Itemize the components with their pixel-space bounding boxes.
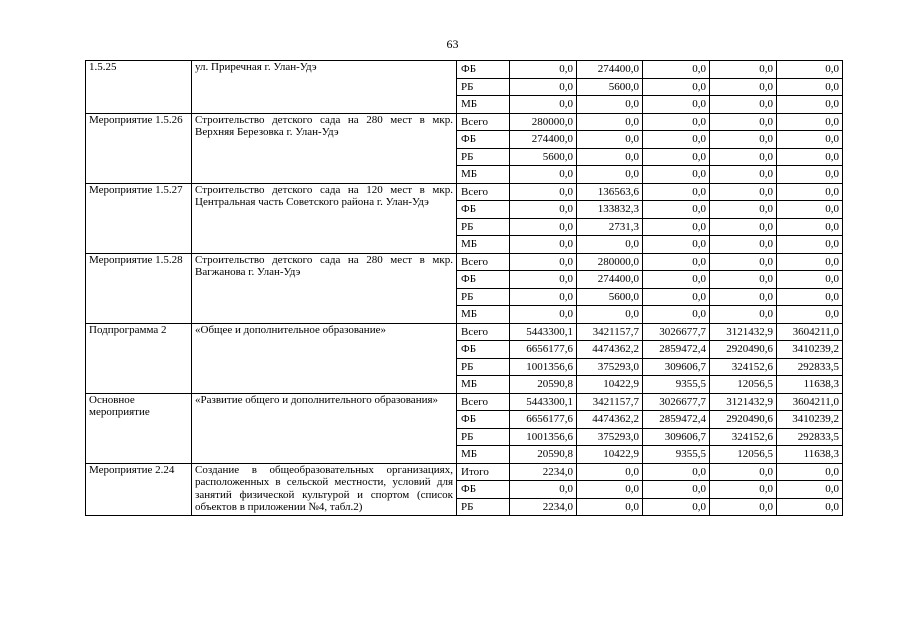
amount-cell: 0,0 (643, 218, 710, 236)
amount-cell: 3410239,2 (777, 411, 843, 429)
amount-cell: 0,0 (643, 78, 710, 96)
table-row (86, 253, 843, 271)
amount-cell: 0,0 (643, 166, 710, 184)
amount-cell: 0,0 (643, 236, 710, 254)
measure-description: ул. Приречная г. Улан-Удэ (192, 61, 457, 114)
amount-cell: 280000,0 (510, 113, 577, 131)
amount-cell: 4474362,2 (577, 341, 643, 359)
funding-source: Всего (457, 393, 510, 411)
amount-cell: 0,0 (710, 306, 777, 324)
amount-cell: 6656177,6 (510, 411, 577, 429)
amount-cell: 324152,6 (710, 358, 777, 376)
funding-source: РБ (457, 148, 510, 166)
amount-cell: 11638,3 (777, 446, 843, 464)
amount-cell: 0,0 (777, 481, 843, 499)
amount-cell: 0,0 (777, 271, 843, 289)
amount-cell: 5600,0 (577, 78, 643, 96)
funding-source: Всего (457, 113, 510, 131)
amount-cell: 0,0 (577, 148, 643, 166)
amount-cell: 3121432,9 (710, 393, 777, 411)
table-row (86, 183, 843, 201)
amount-cell: 0,0 (710, 96, 777, 114)
amount-cell: 0,0 (577, 166, 643, 184)
amount-cell: 0,0 (643, 96, 710, 114)
amount-cell: 2859472,4 (643, 341, 710, 359)
amount-cell: 0,0 (510, 271, 577, 289)
funding-source: ФБ (457, 341, 510, 359)
amount-cell: 10422,9 (577, 446, 643, 464)
amount-cell: 0,0 (710, 481, 777, 499)
amount-cell: 309606,7 (643, 428, 710, 446)
measure-description: Строительство детского сада на 280 мест в мкр. Вагжанова г. Улан-Удэ (192, 253, 457, 323)
amount-cell: 0,0 (777, 96, 843, 114)
amount-cell: 0,0 (510, 61, 577, 79)
amount-cell: 0,0 (777, 236, 843, 254)
amount-cell: 0,0 (643, 131, 710, 149)
table-row (86, 61, 843, 79)
amount-cell: 3604211,0 (777, 393, 843, 411)
amount-cell: 0,0 (643, 201, 710, 219)
funding-source: Всего (457, 253, 510, 271)
amount-cell: 0,0 (510, 183, 577, 201)
amount-cell: 6656177,6 (510, 341, 577, 359)
amount-cell: 4474362,2 (577, 411, 643, 429)
amount-cell: 0,0 (643, 61, 710, 79)
measure-code: 1.5.25 (86, 61, 192, 114)
amount-cell: 0,0 (643, 253, 710, 271)
table-row (86, 463, 843, 481)
amount-cell: 0,0 (777, 201, 843, 219)
amount-cell: 0,0 (710, 218, 777, 236)
amount-cell: 0,0 (643, 183, 710, 201)
measure-code: Мероприятие 1.5.27 (86, 183, 192, 253)
amount-cell: 9355,5 (643, 446, 710, 464)
amount-cell: 309606,7 (643, 358, 710, 376)
amount-cell: 375293,0 (577, 428, 643, 446)
amount-cell: 5600,0 (577, 288, 643, 306)
amount-cell: 0,0 (777, 498, 843, 516)
amount-cell: 0,0 (710, 78, 777, 96)
amount-cell: 0,0 (510, 96, 577, 114)
measure-code: Мероприятие 2.24 (86, 463, 192, 516)
measure-code: Мероприятие 1.5.26 (86, 113, 192, 183)
amount-cell: 292833,5 (777, 358, 843, 376)
measure-description: «Развитие общего и дополнительного образования» (192, 393, 457, 463)
amount-cell: 3410239,2 (777, 341, 843, 359)
page-number: 63 (446, 37, 459, 51)
funding-source: Всего (457, 183, 510, 201)
funding-source: МБ (457, 236, 510, 254)
amount-cell: 2920490,6 (710, 341, 777, 359)
funding-source: ФБ (457, 481, 510, 499)
amount-cell: 1001356,6 (510, 358, 577, 376)
amount-cell: 0,0 (710, 148, 777, 166)
amount-cell: 2234,0 (510, 463, 577, 481)
amount-cell: 3421157,7 (577, 393, 643, 411)
table-row (86, 393, 843, 411)
measure-code: Подпрограмма 2 (86, 323, 192, 393)
amount-cell: 20590,8 (510, 446, 577, 464)
amount-cell: 3421157,7 (577, 323, 643, 341)
amount-cell: 136563,6 (577, 183, 643, 201)
amount-cell: 0,0 (710, 113, 777, 131)
amount-cell: 0,0 (643, 306, 710, 324)
amount-cell: 0,0 (510, 306, 577, 324)
amount-cell: 0,0 (577, 463, 643, 481)
funding-source: РБ (457, 78, 510, 96)
amount-cell: 280000,0 (577, 253, 643, 271)
amount-cell: 0,0 (777, 288, 843, 306)
table-row (86, 113, 843, 131)
funding-source: РБ (457, 428, 510, 446)
amount-cell: 0,0 (577, 131, 643, 149)
amount-cell: 0,0 (510, 218, 577, 236)
amount-cell: 0,0 (643, 271, 710, 289)
amount-cell: 0,0 (777, 218, 843, 236)
measure-code: Мероприятие 1.5.28 (86, 253, 192, 323)
measure-description: Создание в общеобразовательных организациях, расположенных в сельской местности, условий для занятий физической культурой и спортом (список объектов в приложении №4, табл.2) (192, 463, 457, 516)
amount-cell: 0,0 (577, 113, 643, 131)
amount-cell: 20590,8 (510, 376, 577, 394)
amount-cell: 9355,5 (643, 376, 710, 394)
amount-cell: 0,0 (510, 201, 577, 219)
table-row (86, 323, 843, 341)
amount-cell: 0,0 (777, 61, 843, 79)
amount-cell: 5443300,1 (510, 393, 577, 411)
table-body (86, 61, 843, 516)
amount-cell: 5600,0 (510, 148, 577, 166)
amount-cell: 0,0 (643, 288, 710, 306)
amount-cell: 0,0 (710, 271, 777, 289)
amount-cell: 0,0 (777, 166, 843, 184)
amount-cell: 12056,5 (710, 446, 777, 464)
funding-source: Итого (457, 463, 510, 481)
amount-cell: 0,0 (577, 236, 643, 254)
funding-source: ФБ (457, 61, 510, 79)
amount-cell: 0,0 (510, 253, 577, 271)
amount-cell: 2234,0 (510, 498, 577, 516)
funding-source: МБ (457, 446, 510, 464)
amount-cell: 0,0 (510, 236, 577, 254)
amount-cell: 375293,0 (577, 358, 643, 376)
funding-source: РБ (457, 288, 510, 306)
amount-cell: 2731,3 (577, 218, 643, 236)
amount-cell: 0,0 (777, 463, 843, 481)
amount-cell: 0,0 (710, 201, 777, 219)
amount-cell: 0,0 (777, 253, 843, 271)
amount-cell: 0,0 (710, 463, 777, 481)
amount-cell: 0,0 (577, 96, 643, 114)
amount-cell: 133832,3 (577, 201, 643, 219)
amount-cell: 11638,3 (777, 376, 843, 394)
amount-cell: 324152,6 (710, 428, 777, 446)
amount-cell: 5443300,1 (510, 323, 577, 341)
amount-cell: 0,0 (710, 288, 777, 306)
funding-source: МБ (457, 96, 510, 114)
amount-cell: 0,0 (710, 131, 777, 149)
amount-cell: 0,0 (710, 236, 777, 254)
amount-cell: 0,0 (510, 166, 577, 184)
funding-source: РБ (457, 218, 510, 236)
amount-cell: 0,0 (710, 183, 777, 201)
amount-cell: 0,0 (643, 481, 710, 499)
amount-cell: 0,0 (510, 78, 577, 96)
amount-cell: 10422,9 (577, 376, 643, 394)
amount-cell: 0,0 (510, 481, 577, 499)
amount-cell: 0,0 (510, 288, 577, 306)
amount-cell: 0,0 (777, 113, 843, 131)
amount-cell: 0,0 (710, 166, 777, 184)
funding-source: МБ (457, 376, 510, 394)
amount-cell: 2859472,4 (643, 411, 710, 429)
measure-description: «Общее и дополнительное образование» (192, 323, 457, 393)
amount-cell: 274400,0 (577, 271, 643, 289)
amount-cell: 0,0 (577, 481, 643, 499)
funding-source: МБ (457, 306, 510, 324)
amount-cell: 274400,0 (510, 131, 577, 149)
amount-cell: 274400,0 (577, 61, 643, 79)
amount-cell: 0,0 (777, 183, 843, 201)
amount-cell: 12056,5 (710, 376, 777, 394)
amount-cell: 0,0 (577, 498, 643, 516)
measure-code: Основное мероприятие (86, 393, 192, 463)
funding-source: ФБ (457, 411, 510, 429)
funding-source: РБ (457, 498, 510, 516)
amount-cell: 3026677,7 (643, 323, 710, 341)
amount-cell: 0,0 (777, 131, 843, 149)
amount-cell: 0,0 (643, 498, 710, 516)
funding-source: МБ (457, 166, 510, 184)
amount-cell: 3604211,0 (777, 323, 843, 341)
amount-cell: 3121432,9 (710, 323, 777, 341)
amount-cell: 0,0 (777, 78, 843, 96)
amount-cell: 0,0 (643, 113, 710, 131)
measure-description: Строительство детского сада на 280 мест в мкр. Верхняя Березовка г. Улан-Удэ (192, 113, 457, 183)
funding-source: ФБ (457, 131, 510, 149)
amount-cell: 0,0 (643, 463, 710, 481)
amount-cell: 1001356,6 (510, 428, 577, 446)
budget-table (85, 60, 843, 516)
amount-cell: 0,0 (710, 498, 777, 516)
funding-source: ФБ (457, 271, 510, 289)
amount-cell: 3026677,7 (643, 393, 710, 411)
amount-cell: 0,0 (777, 306, 843, 324)
amount-cell: 0,0 (643, 148, 710, 166)
amount-cell: 2920490,6 (710, 411, 777, 429)
amount-cell: 0,0 (710, 61, 777, 79)
measure-description: Строительство детского сада на 120 мест в мкр. Центральная часть Советского района г. Улан-Удэ (192, 183, 457, 253)
amount-cell: 0,0 (577, 306, 643, 324)
amount-cell: 292833,5 (777, 428, 843, 446)
amount-cell: 0,0 (710, 253, 777, 271)
funding-source: РБ (457, 358, 510, 376)
funding-source: ФБ (457, 201, 510, 219)
amount-cell: 0,0 (777, 148, 843, 166)
funding-source: Всего (457, 323, 510, 341)
